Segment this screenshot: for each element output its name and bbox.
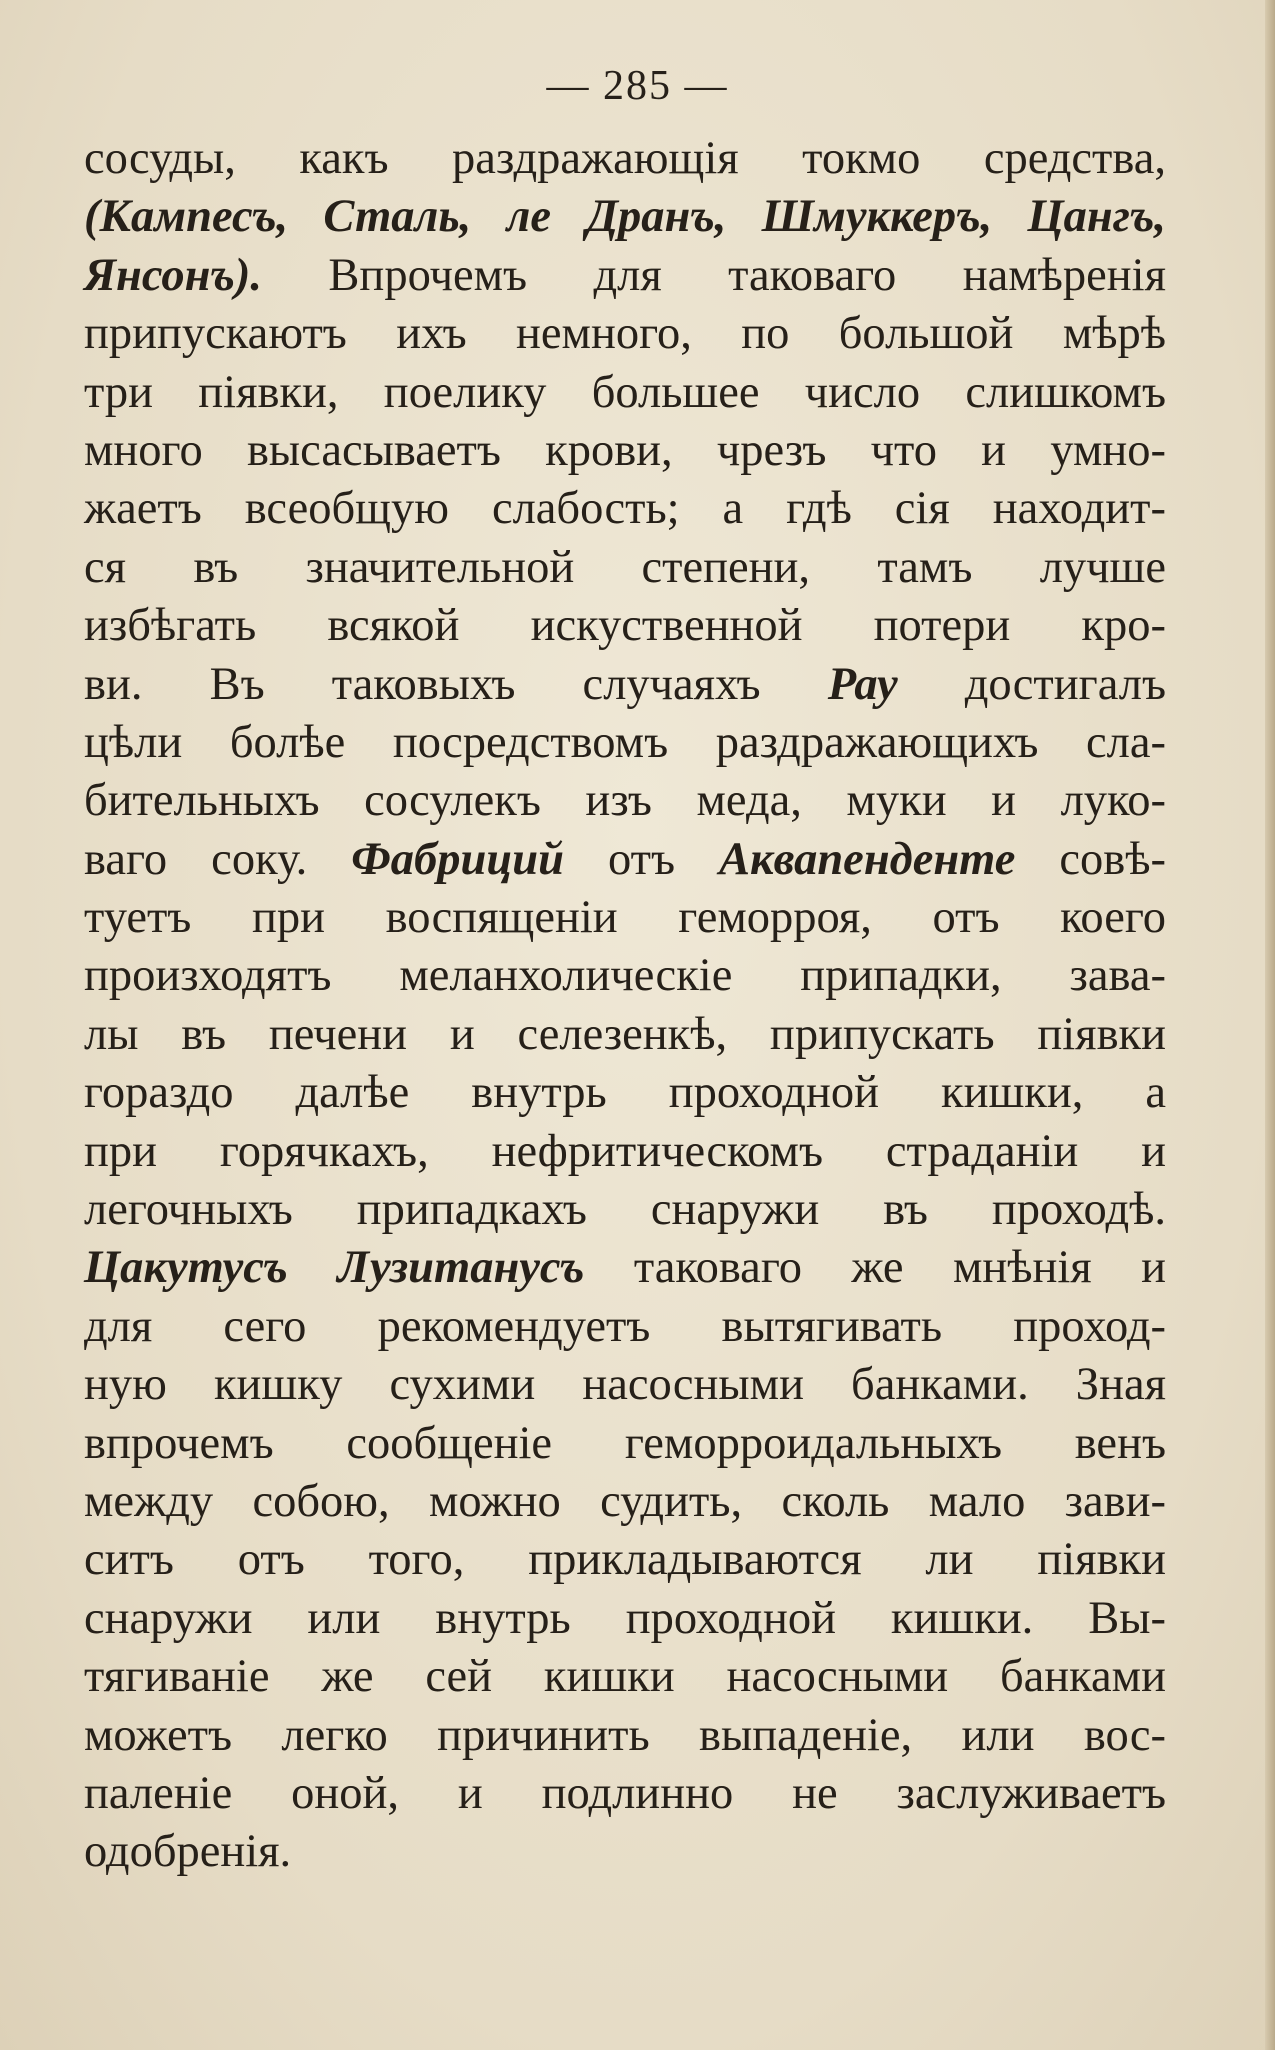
text-segment: одобренія. [84,1826,292,1878]
text-segment: при горячкахъ, нефритическомъ страданіи и [84,1125,1166,1177]
text-segment: достигалъ [897,658,1166,710]
text-segment: таковаго же мнѣнія и [584,1242,1166,1294]
text-line [84,1239,1166,1297]
text-line [84,1765,1166,1823]
italic-name: Рау [827,658,898,710]
text-line [84,480,1166,538]
text-line [84,1648,1166,1706]
text-line [84,656,1166,714]
text-line [84,1531,1166,1589]
text-line [84,1707,1166,1765]
text-segment: впрочемъ сообщеніе геморроидальныхъ венъ [84,1417,1166,1469]
text-segment: лы въ печени и селезенкѣ, припускать піявки [84,1008,1166,1060]
text-segment: цѣли болѣе посредствомъ раздражающихъ сла- [84,716,1166,768]
text-segment: снаружи или внутрь проходной кишки. Вы- [84,1592,1166,1644]
text-segment: для сего рекомендуетъ вытягивать проход- [84,1300,1166,1352]
text-segment: ся въ значительной степени, тамъ лучше [84,541,1166,593]
text-segment: туетъ при воспященіи геморроя, отъ коего [84,892,1166,944]
text-line [84,364,1166,422]
text-segment: ви. Въ таковыхъ случаяхъ [84,658,828,710]
text-segment: припускаютъ ихъ немного, по большой мѣрѣ [84,308,1166,360]
body-text [84,130,1166,1882]
text-segment: ную кишку сухими насосными банками. Зная [84,1359,1166,1411]
text-line [84,1123,1166,1181]
text-line [84,130,1166,188]
text-line [84,1415,1166,1473]
text-segment: много высасываетъ крови, чрезъ что и умно- [84,424,1166,476]
text-line [84,1298,1166,1356]
text-line [84,1356,1166,1414]
text-line [84,539,1166,597]
text-line [84,714,1166,772]
text-segment: ваго соку. [84,833,352,885]
text-segment: сосуды, какъ раздражающія токмо средства, [84,133,1166,184]
italic-name: Аквапенденте [719,833,1016,885]
text-line [84,247,1166,305]
text-segment: тягиваніе же сей кишки насосными банками [84,1651,1166,1703]
text-segment: произходятъ меланхолическіе припадки, зава- [84,950,1166,1002]
text-line [84,188,1166,246]
text-segment: ситъ отъ того, прикладываются ли піявки [84,1534,1166,1586]
text-line [84,305,1166,363]
text-line [84,1181,1166,1239]
text-segment: легочныхъ припадкахъ снаружи въ проходѣ. [84,1184,1166,1236]
text-line [84,1823,1166,1881]
text-line [84,1006,1166,1064]
text-segment: три піявки, поелику большее число слишкомъ [84,366,1166,418]
text-segment: гораздо далѣе внутрь проходной кишки, а [84,1067,1166,1119]
text-line [84,422,1166,480]
italic-name: Янсонъ). [84,249,263,301]
text-line [84,772,1166,830]
text-line [84,597,1166,655]
italic-name: Фабриций [351,833,564,885]
page-number-header: — 285 — [546,63,729,109]
text-line [84,889,1166,947]
text-segment: жаетъ всеобщую слабость; а гдѣ сія находит- [84,483,1166,535]
text-line [84,1590,1166,1648]
text-line [84,947,1166,1005]
page-edge [1265,0,1275,2050]
text-segment: между собою, можно судить, сколь мало зави- [84,1475,1166,1527]
text-segment: отъ [563,833,720,885]
text-segment: паленіе оной, и подлинно не заслуживаетъ [84,1767,1166,1819]
italic-name: (Кампесъ, Сталь, ле Дранъ, Шмуккеръ, Цангъ, [84,191,1166,243]
text-segment: можетъ легко причинить выпаденіе, или вос- [84,1709,1166,1761]
text-line [84,1064,1166,1122]
text-line [84,831,1166,889]
italic-name: Цакутусъ Лузитанусъ [84,1242,585,1294]
text-segment: совѣ- [1015,833,1166,885]
text-segment: избѣгать всякой искуственной потери кро- [84,600,1166,652]
text-segment: бительныхъ сосулекъ изъ меда, муки и луко- [84,775,1166,827]
text-segment: Впрочемъ для таковаго намѣренія [262,249,1166,301]
text-line [84,1473,1166,1531]
